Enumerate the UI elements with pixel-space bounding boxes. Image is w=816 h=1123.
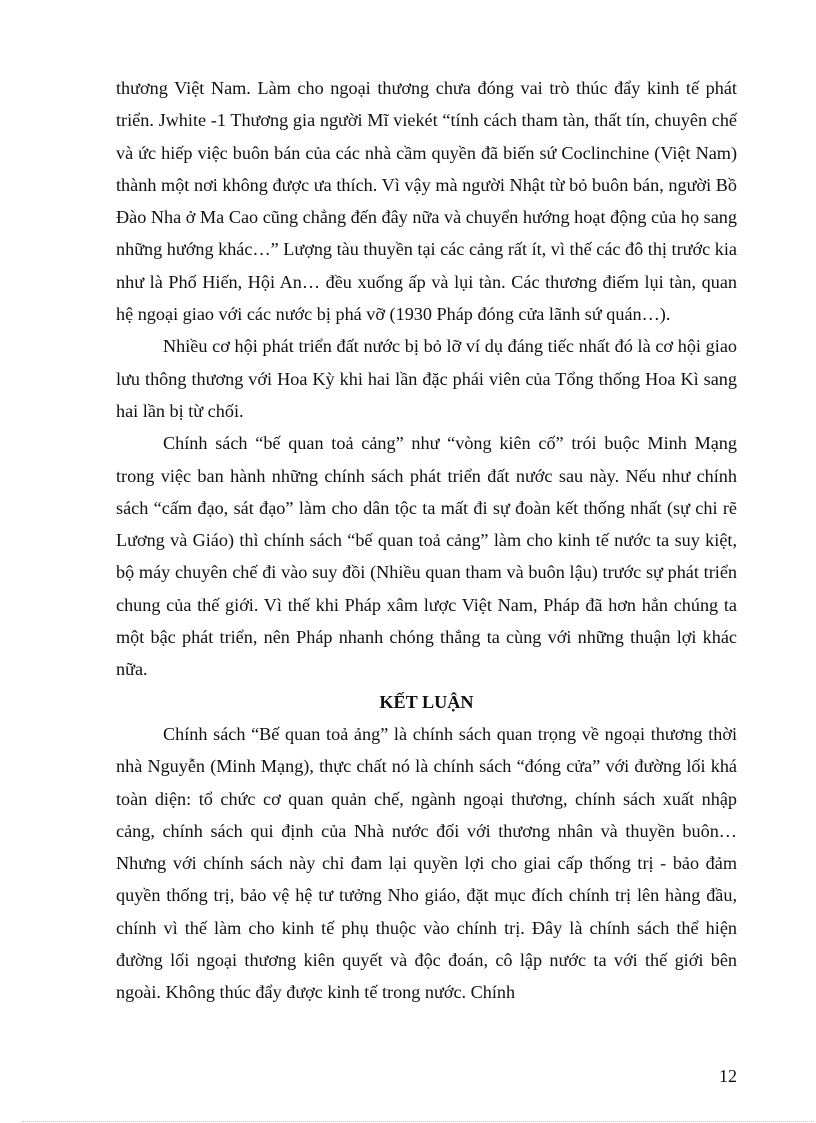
paragraph-closed-door-policy: Chính sách “bế quan toả cảng” như “vòng kiên cố” trói buộc Minh Mạng trong việc ban hành những chính sách phát triển đất nước sau này. Nếu như chính sách “cấm đạo, sát đạo” làm cho dân tộc ta mất đi sự đoàn kết thống nhất (sự chi rẽ Lương và Giáo) thì chính sách “bế quan toả cảng” làm cho kinh tế nước ta suy kiệt, bộ máy chuyên chế đi vào suy đồi (Nhiều quan tham và buôn lậu) trước sự phát triển chung của thế giới. Vì thế khi Pháp xâm lược Việt Nam, Pháp đã hơn hẳn chúng ta một bậc phát triển, nên Pháp nhanh chóng thắng ta cùng với những thuận lợi khác nữa. <box>116 433 737 680</box>
section-heading-conclusion: KẾT LUẬN <box>379 691 474 712</box>
paragraph-conclusion: Chính sách “Bế quan toả ảng” là chính sách quan trọng về ngoại thương thời nhà Nguyễn (Minh Mạng), thực chất nó là chính sách “đóng cửa” với đường lối khá toàn diện: tổ chức cơ quan quản chế, ngành ngoại thương, chính sách xuất nhập cảng, chính sách qui định của Nhà nước đối với thương nhân và thuyền buôn… Nhưng với chính sách này chỉ đam lại quyền lợi cho giai cấp thống trị - bảo đảm quyền thống trị, bảo vệ hệ tư tưởng Nho giáo, đặt mục đích chính trị lên hàng đầu, chính vì thế làm cho kinh tế phụ thuộc vào chính trị. Đây là chính sách thể hiện đường lối ngoại thương kiên quyết và độc đoán, cô lập nước ta với thế giới bên ngoài. Không thúc đẩy được kinh tế trong nước. Chính <box>116 723 737 1003</box>
paragraph-foreign-trade-continuation: thương Việt Nam. Làm cho ngoại thương chưa đóng vai trò thúc đẩy kinh tế phát triển. Jwhite -1 Thương gia người Mĩ viekét “tính cách tham tàn, thất tín, chuyên chế và ức hiếp việc buôn bán của các nhà cầm quyền đã biến sứ Coclinchine (Việt Nam) thành một nơi không được ưa thích. Vì vậy mà người Nhật từ bỏ buôn bán, người Bồ Đào Nha ở Ma Cao cũng chẳng đến đây nữa và chuyển hướng hoạt động của họ sang những hướng khác…” Lượng tàu thuyền tại các cảng rất ít, vì thế các đô thị trước kia như là Phố Hiến, Hội An… đều xuống ấp và lụi tàn. Các thương điếm lụi tàn, quan hệ ngoại giao với các nước bị phá vỡ (1930 Pháp đóng cửa lãnh sứ quán…). <box>116 78 737 325</box>
page-number: 12 <box>719 1066 737 1086</box>
paragraph-missed-opportunities: Nhiều cơ hội phát triển đất nước bị bỏ lỡ ví dụ đáng tiếc nhất đó là cơ hội giao lưu thông thương với Hoa Kỳ khi hai lần đặc phái viên của Tổng thống Hoa Kì sang hai lần bị từ chối. <box>116 336 737 421</box>
document-body <box>116 72 737 1009</box>
page-bottom-divider <box>22 1121 814 1122</box>
